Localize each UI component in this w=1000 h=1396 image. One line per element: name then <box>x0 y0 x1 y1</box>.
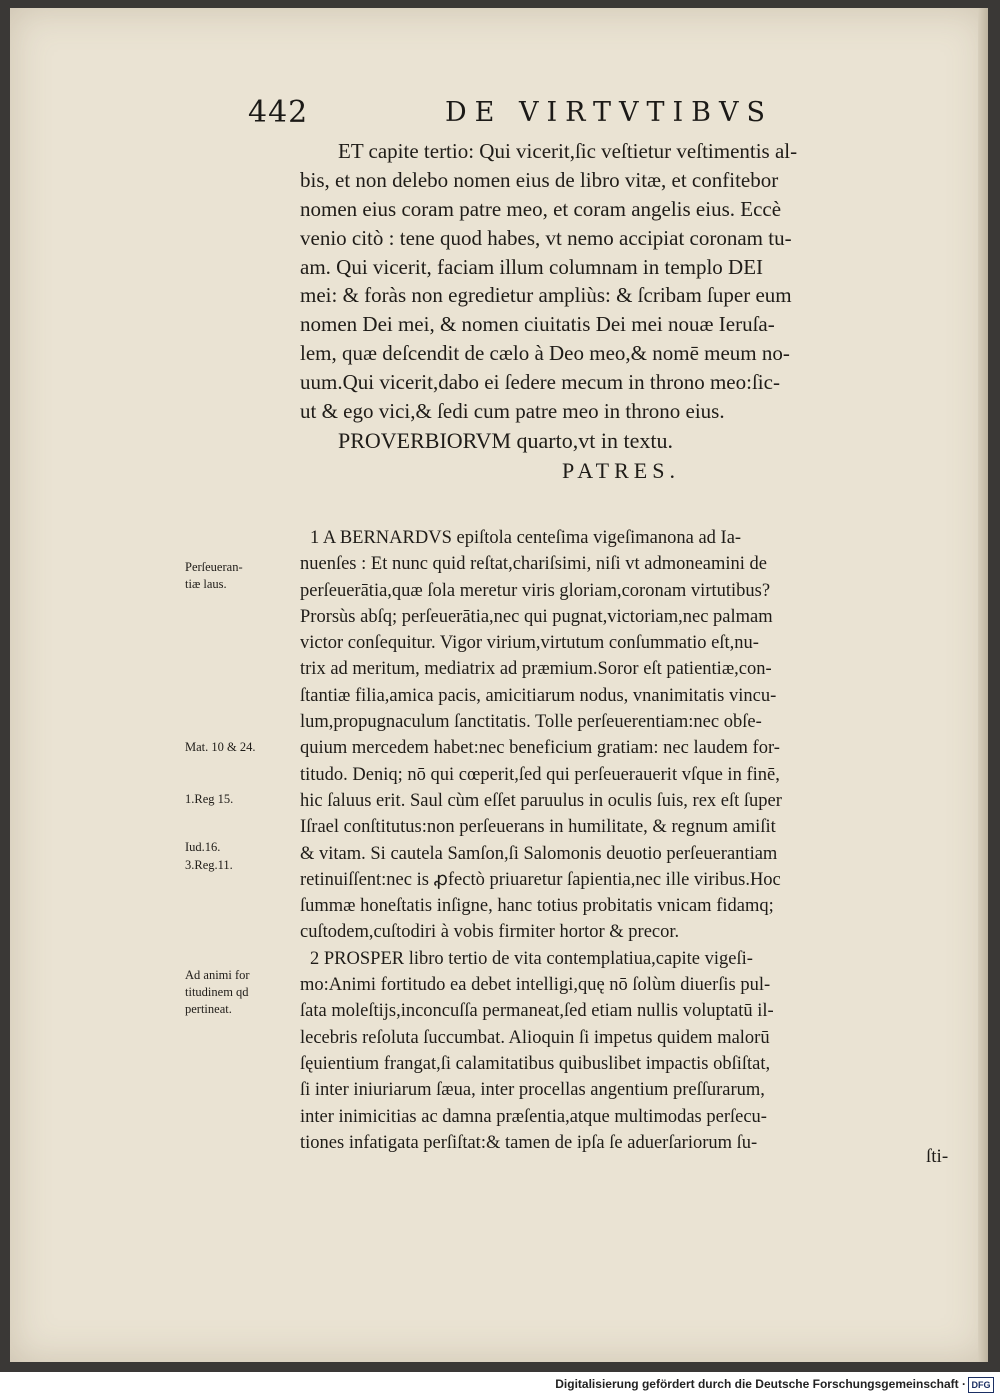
text-line: & vitam. Si cautela Samſon,ſi Salomonis deuotio perſeuerantiam <box>300 843 778 864</box>
proverbs-line: PROVERBIORVM quarto,vt in textu. <box>338 427 673 453</box>
text-line: nomen Dei mei, & nomen ciuitatis Dei mei nouæ Ieruſa- <box>300 312 775 337</box>
text-line: 2 PROSPER libro tertio de vita contemplatiua,capite vigeſi- <box>310 948 753 969</box>
text-line: cuſtodem,cuſtodiri à vobis firmiter hortor & precor. <box>300 922 680 943</box>
text-line: nuenſes : Et nunc quid reſtat,chariſsimi, niſi vt admoneamini de <box>300 554 768 575</box>
margin-note: Ad animi for <box>185 968 250 982</box>
text-line: victor conſequitur. Vigor virium,virtutum conſummatio eſt,nu- <box>300 633 759 654</box>
text-line: mo:Animi fortitudo ea debet intelligi,quę nō ſolùm diuerſis pul- <box>300 975 771 996</box>
text-line: ſęuientium frangat,ſi calamitatibus quibuslibet impactis obſiſtat, <box>300 1053 771 1074</box>
dfg-logo-icon: DFG <box>968 1377 994 1393</box>
patres-heading: PATRES. <box>562 457 680 483</box>
text-line: ſi inter iniuriarum ſæua, inter procellas angentium preſſurarum, <box>300 1080 765 1101</box>
catchword: ſti- <box>926 1146 949 1167</box>
text-line: uum.Qui vicerit,dabo ei ſedere mecum in throno meo:ſic- <box>300 370 780 395</box>
text-line: Prorsùs abſq; perſeuerātia,nec qui pugnat,victoriam,nec palmam <box>300 606 773 627</box>
text-line: ſummæ honeſtatis inſigne, hanc totius probitatis vnicam fidamq; <box>300 896 774 917</box>
margin-note: 1.Reg 15. <box>185 792 234 806</box>
margin-note: Iud.16. <box>185 840 221 854</box>
text-line: venio citò : tene quod habes, vt nemo accipiat coronam tu- <box>300 225 792 250</box>
section-patres-text <box>300 525 980 1156</box>
text-line: am. Qui vicerit, faciam illum columnam in templo DEI <box>300 254 764 279</box>
text-line: inter inimicitias ac damna præſentia,atque multimodas perſecu- <box>300 1106 767 1127</box>
text-line: lum,propugnaculum ſanctitatis. Tolle perſeuerentiam:nec obſe- <box>300 712 762 733</box>
text-line: trix ad meritum, mediatrix ad præmium.Soror eſt patientiæ,con- <box>300 659 772 680</box>
margin-note: Perſeueran- <box>185 560 243 574</box>
running-head: DE VIRTVTIBVS <box>445 97 773 128</box>
margin-note: Mat. 10 & 24. <box>185 740 256 754</box>
margin-note: 3.Reg.11. <box>185 858 233 872</box>
text-line: perſeuerātia,quæ ſola meretur viris gloriam,coronam virtutibus? <box>300 580 771 601</box>
funding-notice: Digitalisierung gefördert durch die Deutsche Forschungsgemeinschaft · <box>555 1377 966 1391</box>
text-line: 1 A BERNARDVS epiſtola centeſima vigeſimanona ad Ia- <box>310 528 742 548</box>
page-header <box>0 95 1000 135</box>
text-line: quium mercedem habet:nec beneficium gratiam: nec laudem for- <box>300 738 780 759</box>
text-line: lem, quæ deſcendit de cælo à Deo meo,& nomē meum no- <box>300 341 790 366</box>
text-line: nomen eius coram patre meo, et coram angelis eius. Eccè <box>300 196 782 221</box>
text-line: mei: & foràs non egredietur ampliùs: & ſcribam ſuper eum <box>300 283 792 308</box>
margin-note: titudinem qd <box>185 985 249 999</box>
margin-note: tiæ laus. <box>185 577 227 591</box>
text-line: tiones infatigata perſiſtat:& tamen de ipſa ſe aduerſariorum ſu- <box>300 1132 758 1153</box>
text-line: retinuiſſent:nec is ꝓfectò priuaretur ſapientia,nec ille viribus.Hoc <box>300 869 781 890</box>
text-line: ET capite tertio: Qui vicerit,ſic veſtietur veſtimentis al- <box>338 139 798 163</box>
footer-bar <box>0 1374 1000 1396</box>
text-line: ut & ego vici,& ſedi cum patre meo in throno eius. <box>300 399 725 424</box>
text-line: ſtantiæ filia,amica pacis, amicitiarum nodus, vnanimitatis vincu- <box>300 685 777 706</box>
section-apocalypse-text <box>300 137 980 486</box>
margin-note: pertineat. <box>185 1002 232 1016</box>
text-line: Iſrael conſtitutus:non perſeuerans in humilitate, & regnum amiſit <box>300 817 776 838</box>
page-number: 442 <box>248 95 309 130</box>
text-line: titudo. Deniq; nō qui cœperit,ſed qui perſeuerauerit vſque in finē, <box>300 764 780 785</box>
text-line: lecebris reſoluta ſuccumbat. Alioquin ſi impetus quidem malorū <box>300 1027 770 1048</box>
text-line: bis, et non delebo nomen eius de libro vitæ, et confitebor <box>300 167 779 192</box>
text-line: ſata moleſtijs,inconcuſſa permaneat,ſed etiam nullis voluptatū il- <box>300 1001 774 1022</box>
text-line: hic ſaluus erit. Saul cùm eſſet paruulus in oculis ſuis, rex eſt ſuper <box>300 790 782 811</box>
